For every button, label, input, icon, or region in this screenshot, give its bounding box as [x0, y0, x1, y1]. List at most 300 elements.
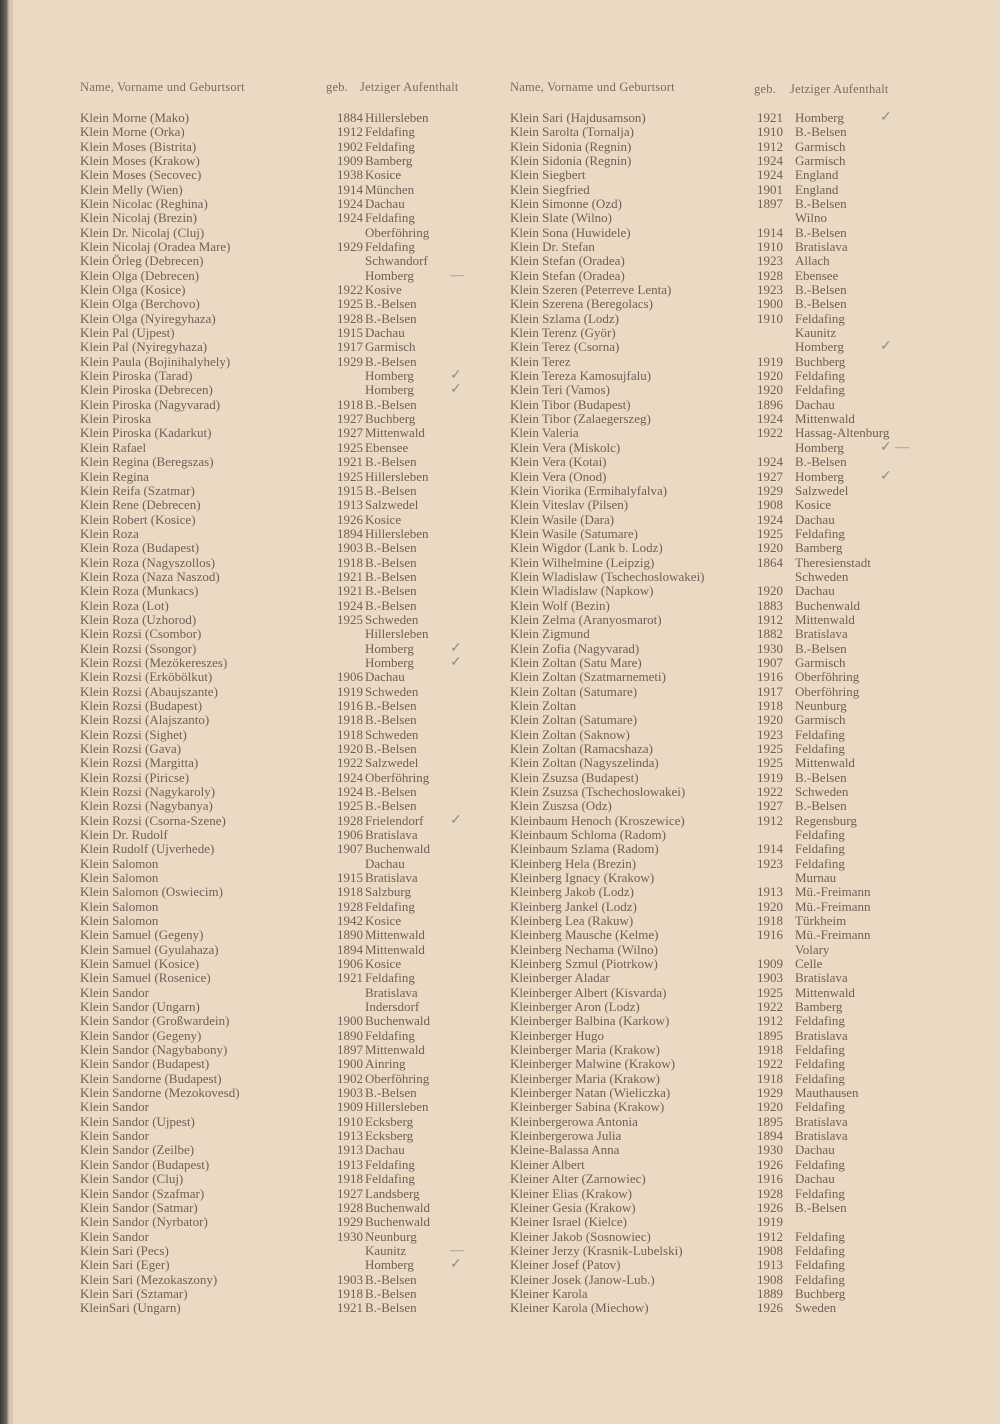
entry-residence: Neunburg — [795, 697, 847, 713]
entry-name: Klein Pal (Nyiregyhaza) — [80, 339, 208, 355]
entry-name: Klein Moses (Secovec) — [80, 167, 202, 183]
entry-birth-year: 1920 — [757, 368, 783, 384]
entry-residence: Buchenwald — [365, 1199, 430, 1215]
entry-name: Kleinberg Jankel (Lodz) — [510, 898, 637, 914]
entry-name: Klein Zoltan (Nagyszelinda) — [510, 755, 659, 771]
entry-residence: Homberg — [795, 110, 844, 125]
entry-residence: Schweden — [795, 783, 849, 799]
entry-residence: Ebensee — [795, 267, 839, 283]
entry-residence: B.-Belsen — [365, 783, 417, 799]
entry-name: Klein Vera (Kotai) — [510, 454, 607, 470]
entry-residence: Mittenwald — [795, 611, 855, 627]
entry-birth-year: 1909 — [337, 1099, 363, 1115]
entry-name: Klein Sandor (Großwardein) — [80, 1013, 230, 1029]
entry-residence: Frielendorf — [365, 812, 424, 828]
entry-name: Klein Salomon — [80, 870, 159, 886]
entry-birth-year: 1927 — [337, 411, 363, 427]
entry-name: Klein Pal (Ujpest) — [80, 325, 175, 341]
entry-residence: Dachau — [795, 1171, 835, 1187]
entry-birth-year: 1912 — [757, 1013, 783, 1029]
entry-name: Klein Zelma (Aranyosmarot) — [510, 611, 662, 627]
entry-residence: Volary — [795, 941, 830, 957]
entry-residence: Oberföhring — [365, 769, 430, 785]
entry-name: Klein Wasile (Dara) — [510, 511, 615, 527]
entry-residence: Feldafing — [795, 1042, 845, 1058]
page-edge — [9, 0, 13, 1424]
entry-name: Klein Tibor (Budapest) — [510, 396, 631, 412]
entry-birth-year: 1918 — [757, 1042, 783, 1058]
entry-residence: Homberg — [795, 439, 844, 455]
entry-birth-year: 1918 — [337, 396, 363, 412]
entry-residence: Garmisch — [365, 339, 416, 355]
entry-birth-year: 1914 — [757, 841, 783, 857]
entry-name: Klein Rozsi (Mezökereszes) — [80, 654, 228, 670]
entry-residence: Buchberg — [795, 1285, 846, 1301]
entry-birth-year: 1906 — [337, 669, 363, 685]
pencil-check-icon: ✓ — [450, 654, 462, 670]
entry-residence: Hillersleben — [365, 110, 429, 125]
entry-residence: Schwandorf — [365, 253, 428, 269]
pencil-check-icon: ✓ — [450, 812, 462, 828]
entry-birth-year: 1906 — [337, 956, 363, 972]
pencil-check-icon: ✓ — [450, 1257, 462, 1273]
entry-birth-year: 1919 — [337, 683, 363, 699]
entry-residence: Bratislava — [795, 626, 848, 642]
entry-residence: Feldafing — [365, 970, 415, 986]
entry-residence: Feldafing — [795, 726, 845, 742]
entry-name: Kleinberger Hugo — [510, 1027, 604, 1043]
entry-residence: Mauthausen — [795, 1085, 859, 1101]
entry-birth-year: 1928 — [337, 812, 363, 828]
entry-name: Kleinbaum Henoch (Kroszewice) — [510, 812, 685, 828]
entry-name: Klein Sandor — [80, 1099, 149, 1115]
entry-name: Kleinberger Aladar — [510, 970, 610, 986]
entry-residence: Bratislava — [795, 1027, 848, 1043]
entry-name: Klein Sari (Eger) — [80, 1257, 170, 1273]
entry-birth-year: 1894 — [337, 525, 363, 541]
entry-name: Klein Zofia (Nagyvarad) — [510, 640, 640, 656]
entry-name: Klein Zigmund — [510, 626, 590, 642]
entry-name: Klein Samuel (Gegeny) — [80, 927, 204, 943]
entry-birth-year: 1895 — [757, 1113, 783, 1129]
entry-residence: Feldafing — [795, 1056, 845, 1072]
entry-residence: Feldafing — [365, 898, 415, 914]
entry-residence: Kosice — [365, 167, 402, 183]
entry-residence: Feldafing — [365, 1171, 415, 1187]
entry-name: Kleinberger Natan (Wieliczka) — [510, 1085, 671, 1101]
entry-birth-year: 1882 — [757, 626, 783, 642]
entry-birth-year: 1928 — [337, 310, 363, 326]
entry-residence: B.-Belsen — [365, 712, 417, 728]
entry-birth-year: 1921 — [337, 1300, 363, 1316]
entry-birth-year: 1924 — [337, 597, 363, 613]
entry-residence: Kaunitz — [795, 325, 837, 341]
entry-residence: B.-Belsen — [795, 640, 847, 656]
entry-name: Klein Stefan (Oradea) — [510, 253, 625, 269]
entry-birth-year: 1925 — [337, 468, 363, 484]
entry-residence: Feldafing — [365, 124, 415, 140]
entry-residence: Feldafing — [365, 1156, 415, 1172]
entry-name: Kleiner Elias (Krakow) — [510, 1185, 633, 1201]
entry-name: Klein Sandor (Szafmar) — [80, 1185, 205, 1201]
entry-name: Klein Melly (Wien) — [80, 181, 183, 197]
entry-birth-year: 1919 — [757, 353, 783, 369]
entry-residence: Schweden — [365, 683, 419, 699]
entry-birth-year: 1912 — [757, 611, 783, 627]
entry-birth-year: 1913 — [337, 497, 363, 513]
entry-residence: Bratislava — [795, 1128, 848, 1144]
entry-birth-year: 1913 — [337, 1142, 363, 1158]
entry-name: Klein Stefan (Oradea) — [510, 267, 625, 283]
entry-birth-year: 1918 — [337, 554, 363, 570]
entry-birth-year: 1890 — [337, 927, 363, 943]
entry-residence: Oberföhring — [365, 1070, 430, 1086]
entry-birth-year: 1910 — [757, 239, 783, 255]
entry-name: Klein Sari (Mezokaszony) — [80, 1271, 218, 1287]
entry-name: Klein Zoltan (Satumare) — [510, 712, 638, 728]
entry-residence: Feldafing — [795, 841, 845, 857]
entry-name: Klein Sandor (Ungarn) — [80, 999, 200, 1015]
entry-birth-year: 1890 — [337, 1027, 363, 1043]
entry-residence: B.-Belsen — [365, 568, 417, 584]
entry-name: Klein Rene (Debrecen) — [80, 497, 201, 513]
entry-birth-year: 1910 — [757, 310, 783, 326]
entry-birth-year: 1909 — [757, 956, 783, 972]
entry-birth-year: 1910 — [337, 1113, 363, 1129]
entry-name: Klein Piroska (Nagyvarad) — [80, 396, 221, 412]
pencil-check-icon: ✓ — [880, 339, 892, 355]
entry-name: Kleinberg Ignacy (Krakow) — [510, 870, 655, 886]
entry-birth-year: 1930 — [337, 1228, 363, 1244]
entry-residence: Ainring — [365, 1056, 406, 1072]
entry-birth-year: 1942 — [337, 913, 363, 929]
entry-name: Kleinberger Maria (Krakow) — [510, 1042, 660, 1058]
entry-name: Klein Simonne (Ozd) — [510, 196, 622, 212]
entry-residence: Salzwedel — [795, 482, 849, 498]
entry-residence: B.-Belsen — [365, 1271, 417, 1287]
entry-name: Klein Valeria — [510, 425, 579, 441]
entry-birth-year: 1923 — [757, 726, 783, 742]
entry-name: Kleinberger Albert (Kisvarda) — [510, 984, 667, 1000]
entry-name: Klein Nicolac (Reghina) — [80, 196, 208, 212]
entry-residence: B.-Belsen — [365, 396, 417, 412]
entry-birth-year: 1920 — [757, 712, 783, 728]
entry-name: Klein Rozsi (Csorna-Szene) — [80, 812, 226, 828]
entry-name: Klein Sandor (Budapest) — [80, 1156, 210, 1172]
pencil-check-icon: ✓ — [880, 468, 892, 484]
entry-residence: Feldafing — [795, 1185, 845, 1201]
entry-name: Klein Olga (Debrecen) — [80, 267, 200, 283]
entry-name: Klein Roza (Lot) — [80, 597, 169, 613]
entry-birth-year: 1930 — [757, 640, 783, 656]
entry-residence: B.-Belsen — [365, 597, 417, 613]
entry-name: Klein Rafael — [80, 439, 147, 455]
entry-birth-year: 1921 — [337, 454, 363, 470]
entry-residence: Feldafing — [795, 1156, 845, 1172]
entry-birth-year: 1925 — [757, 525, 783, 541]
entry-residence: Homberg — [365, 368, 414, 384]
entry-name: Klein Roza (Budapest) — [80, 540, 200, 556]
entry-residence: Buchberg — [365, 411, 416, 427]
entry-name: Klein Reifa (Szatmar) — [80, 482, 195, 498]
entry-birth-year: 1924 — [337, 783, 363, 799]
entry-name: Klein Nicolaj (Oradea Mare) — [80, 239, 231, 255]
entry-name: Klein Rozsi (Alajszanto) — [80, 712, 210, 728]
entry-residence: Ebensee — [365, 439, 409, 455]
entry-name: Klein Salomon (Oswiecim) — [80, 884, 223, 900]
entry-residence: Oberföhring — [795, 683, 860, 699]
entry-birth-year: 1924 — [757, 167, 783, 183]
entry-birth-year: 1920 — [757, 1099, 783, 1115]
entry-birth-year: 1920 — [757, 540, 783, 556]
entry-birth-year: 1912 — [757, 1228, 783, 1244]
entry-residence: B.-Belsen — [365, 454, 417, 470]
entry-residence: Feldafing — [365, 1027, 415, 1043]
pencil-check-icon: ✓ — [450, 368, 462, 384]
entry-residence: Homberg — [365, 640, 414, 656]
entry-name: Klein Sandorne (Budapest) — [80, 1070, 222, 1086]
entry-residence: Garmisch — [795, 153, 846, 169]
entry-birth-year: 1920 — [757, 898, 783, 914]
entry-name: Klein Szlama (Lodz) — [510, 310, 620, 326]
entry-residence: B.-Belsen — [365, 1285, 417, 1301]
entry-birth-year: 1925 — [757, 755, 783, 771]
left-header-place: Jetziger Aufenthalt — [360, 80, 459, 94]
entry-residence: Feldafing — [365, 138, 415, 154]
entry-birth-year: 1900 — [337, 1013, 363, 1029]
entry-residence: Garmisch — [795, 712, 846, 728]
entry-residence: Mittenwald — [795, 755, 855, 771]
entry-residence: Bratislava — [365, 870, 418, 886]
entry-residence: Kosice — [365, 913, 402, 929]
entry-residence: Feldafing — [795, 855, 845, 871]
entry-name: Klein Sari (Pecs) — [80, 1242, 169, 1258]
entry-birth-year: 1924 — [757, 411, 783, 427]
entry-birth-year: 1912 — [337, 124, 363, 140]
entry-residence: B.-Belsen — [365, 798, 417, 814]
entry-name: Klein Salomon — [80, 913, 159, 929]
entry-name: Klein Zoltan (Ramacshaza) — [510, 740, 653, 756]
entry-residence: Feldafing — [795, 1228, 845, 1244]
entry-name: Kleinberger Sabina (Krakow) — [510, 1099, 665, 1115]
entry-residence: Kosice — [795, 497, 832, 513]
entry-birth-year: 1920 — [757, 583, 783, 599]
entry-residence: Theresienstadt — [795, 554, 871, 570]
entry-residence: Feldafing — [795, 740, 845, 756]
entry-birth-year: 1924 — [757, 454, 783, 470]
entry-name: Klein Tibor (Zalaegerszeg) — [510, 411, 651, 427]
entry-residence: Homberg — [365, 382, 414, 398]
entry-name: Klein Olga (Nyiregyhaza) — [80, 310, 216, 326]
entry-name: Klein Piroska (Tarad) — [80, 368, 193, 384]
entry-residence: Feldafing — [795, 1257, 845, 1273]
entry-residence: B.-Belsen — [365, 353, 417, 369]
entry-name: Klein Morne (Orka) — [80, 124, 185, 140]
entry-name: Klein Samuel (Kosice) — [80, 956, 200, 972]
entry-name: Klein Roza (Nagyszollos) — [80, 554, 216, 570]
entry-birth-year: 1921 — [757, 110, 783, 125]
entry-name: Klein Nicolaj (Brezin) — [80, 210, 197, 226]
entry-residence: Dachau — [795, 511, 835, 527]
entry-residence: Bratislava — [365, 984, 418, 1000]
entry-residence: Schweden — [365, 611, 419, 627]
entry-name: Kleiner Israel (Kielce) — [510, 1214, 627, 1230]
entry-residence: England — [795, 167, 839, 183]
entry-birth-year: 1922 — [337, 755, 363, 771]
entry-birth-year: 1920 — [337, 740, 363, 756]
entry-birth-year: 1884 — [337, 110, 363, 125]
entry-name: Kleinbaum Szlama (Radom) — [510, 841, 659, 857]
entry-name: Klein Sidonia (Regnin) — [510, 138, 632, 154]
entry-residence: Indersdorf — [365, 999, 420, 1015]
entry-name: Klein Zoltan (Saknow) — [510, 726, 630, 742]
entry-residence: Bamberg — [365, 153, 413, 169]
entry-birth-year: 1918 — [757, 913, 783, 929]
entry-residence: B.-Belsen — [365, 697, 417, 713]
entry-name: Klein Piroska — [80, 411, 152, 427]
entry-residence: B.-Belsen — [795, 454, 847, 470]
entry-name: Klein Örleg (Debrecen) — [80, 253, 204, 269]
entry-name: Klein Sandor — [80, 1128, 149, 1144]
entry-name: Kleinberg Nechama (Wilno) — [510, 941, 658, 957]
entry-name: Klein Siegbert — [510, 167, 586, 183]
entry-residence: B.-Belsen — [795, 282, 847, 298]
entry-birth-year: 1900 — [757, 296, 783, 312]
entry-birth-year: 1926 — [757, 1199, 783, 1215]
entry-name: Klein Olga (Berchovo) — [80, 296, 200, 312]
entry-birth-year: 1895 — [757, 1027, 783, 1043]
entry-name: Klein Wolf (Bezin) — [510, 597, 610, 613]
entry-name: Klein Sandor (Gegeny) — [80, 1027, 202, 1043]
entry-residence: Salzwedel — [365, 755, 419, 771]
entry-residence: Celle — [795, 956, 823, 972]
entry-residence: Buchenwald — [365, 1013, 430, 1029]
entry-name: Klein Samuel (Rosenice) — [80, 970, 211, 986]
entry-name: Klein Vera (Miskolc) — [510, 439, 621, 455]
entry-residence: Salzburg — [365, 884, 411, 900]
entry-name: Kleiner Josek (Janow-Lub.) — [510, 1271, 655, 1287]
entry-name: Kleinberg Mausche (Kelme) — [510, 927, 659, 943]
entry-residence: Feldafing — [795, 1099, 845, 1115]
entry-name: Klein Robert (Kosice) — [80, 511, 196, 527]
entry-birth-year: 1909 — [337, 153, 363, 169]
entry-birth-year: 1916 — [757, 669, 783, 685]
entry-name: Klein Terez — [510, 353, 571, 369]
entry-residence: B.-Belsen — [795, 1199, 847, 1215]
entry-name: Klein Zoltan (Satu Mare) — [510, 654, 642, 670]
entry-residence: England — [795, 181, 839, 197]
right-header-name: Name, Vorname und Geburtsort — [510, 80, 675, 94]
entry-name: Klein Sandorne (Mezokovesd) — [80, 1085, 240, 1101]
entry-name: Klein Slate (Wilno) — [510, 210, 613, 226]
entry-name: Klein Wilhelmine (Leipzig) — [510, 554, 655, 570]
entry-name: Klein Zsuzsa (Budapest) — [510, 769, 639, 785]
entry-birth-year: 1927 — [337, 1185, 363, 1201]
entry-residence: Feldafing — [795, 310, 845, 326]
entry-residence: Wilno — [795, 210, 827, 226]
entry-name: Klein Sari (Hajdusamson) — [510, 110, 646, 125]
entry-residence: Homberg — [365, 1257, 414, 1273]
entry-name: Klein Zoltan (Szatmarnemeti) — [510, 669, 666, 685]
entry-name: Klein Salomon — [80, 898, 159, 914]
entry-residence: B.-Belsen — [795, 124, 847, 140]
entry-birth-year: 1894 — [757, 1128, 783, 1144]
entry-residence: Hillersleben — [365, 626, 429, 642]
entry-name: Kleiner Karola — [510, 1285, 588, 1301]
entry-residence: Dachau — [795, 396, 835, 412]
entry-name: KleinSari (Ungarn) — [80, 1300, 181, 1316]
entry-name: Klein Zoltan — [510, 697, 577, 713]
entry-residence: B.-Belsen — [365, 482, 417, 498]
entry-birth-year: 1900 — [337, 1056, 363, 1072]
entry-residence: Dachau — [365, 669, 405, 685]
book-binding-edge — [0, 0, 9, 1424]
entry-name: Klein Samuel (Gyulahaza) — [80, 941, 219, 957]
entry-name: Kleinberger Balbina (Karkow) — [510, 1013, 670, 1029]
entry-birth-year: 1925 — [337, 798, 363, 814]
entry-residence: Mü.-Freimann — [795, 898, 871, 914]
entry-birth-year: 1918 — [757, 1070, 783, 1086]
entry-birth-year: 1906 — [337, 827, 363, 842]
entry-name: Klein Szeren (Peterreve Lenta) — [510, 282, 672, 298]
entry-residence: Mü.-Freimann — [795, 884, 871, 900]
entry-residence: Mittenwald — [795, 984, 855, 1000]
entry-birth-year: 1921 — [337, 583, 363, 599]
entry-birth-year: 1903 — [337, 1085, 363, 1101]
entry-name: Klein Rozsi (Erköbölkut) — [80, 669, 213, 685]
entry-name: Kleinberger Aron (Lodz) — [510, 999, 640, 1015]
entry-birth-year: 1918 — [757, 697, 783, 713]
entry-birth-year: 1889 — [757, 1285, 783, 1301]
entry-name: Klein Regina — [80, 468, 149, 484]
entry-name: Klein Sandor (Ujpest) — [80, 1113, 195, 1129]
entry-name: Klein Olga (Kosice) — [80, 282, 186, 298]
entry-residence: Bratislava — [795, 970, 848, 986]
entry-birth-year: 1927 — [757, 468, 783, 484]
entry-residence: Homberg — [795, 339, 844, 355]
entry-residence: Mittenwald — [365, 927, 425, 943]
entry-residence: Feldafing — [795, 1070, 845, 1086]
entry-name: Klein Dr. Stefan — [510, 239, 595, 255]
entry-residence: Salzwedel — [365, 497, 419, 513]
entry-name: Kleiner Albert — [510, 1156, 585, 1172]
entry-birth-year: 1902 — [337, 1070, 363, 1086]
entry-name: Kleinbaum Schloma (Radom) — [510, 827, 666, 842]
entry-name: Klein Sarolta (Tornalja) — [510, 124, 634, 140]
entry-name: Klein Viorika (Ermihalyfalva) — [510, 482, 668, 498]
right-header-place: Jetziger Aufenthalt — [790, 82, 889, 96]
entry-name: Klein Moses (Krakow) — [80, 153, 200, 169]
entry-name: Kleiner Gesia (Krakow) — [510, 1199, 636, 1215]
entry-name: Klein Roza (Naza Naszod) — [80, 568, 220, 584]
entry-name: Klein Tereza Kamosujfalu) — [510, 368, 652, 384]
entry-residence: Dachau — [365, 1142, 405, 1158]
pencil-check-icon: ✓ — [450, 640, 462, 656]
entry-residence: Feldafing — [795, 368, 845, 384]
entry-name: Kleinberg Jakob (Lodz) — [510, 884, 634, 900]
entry-residence: Homberg — [365, 654, 414, 670]
entry-birth-year: 1918 — [337, 726, 363, 742]
entry-birth-year: 1908 — [757, 1242, 783, 1258]
pencil-check-icon: ✓ — [450, 382, 462, 398]
entry-residence: B.-Belsen — [365, 554, 417, 570]
entry-residence: Bamberg — [795, 999, 843, 1015]
entry-name: Klein Piroska (Kadarkut) — [80, 425, 212, 441]
entry-birth-year: 1922 — [337, 282, 363, 298]
entry-residence: Buchenwald — [365, 841, 430, 857]
entry-birth-year: 1916 — [757, 1171, 783, 1187]
entry-name: Klein Zsuzsa (Tschechoslowakei) — [510, 783, 686, 799]
